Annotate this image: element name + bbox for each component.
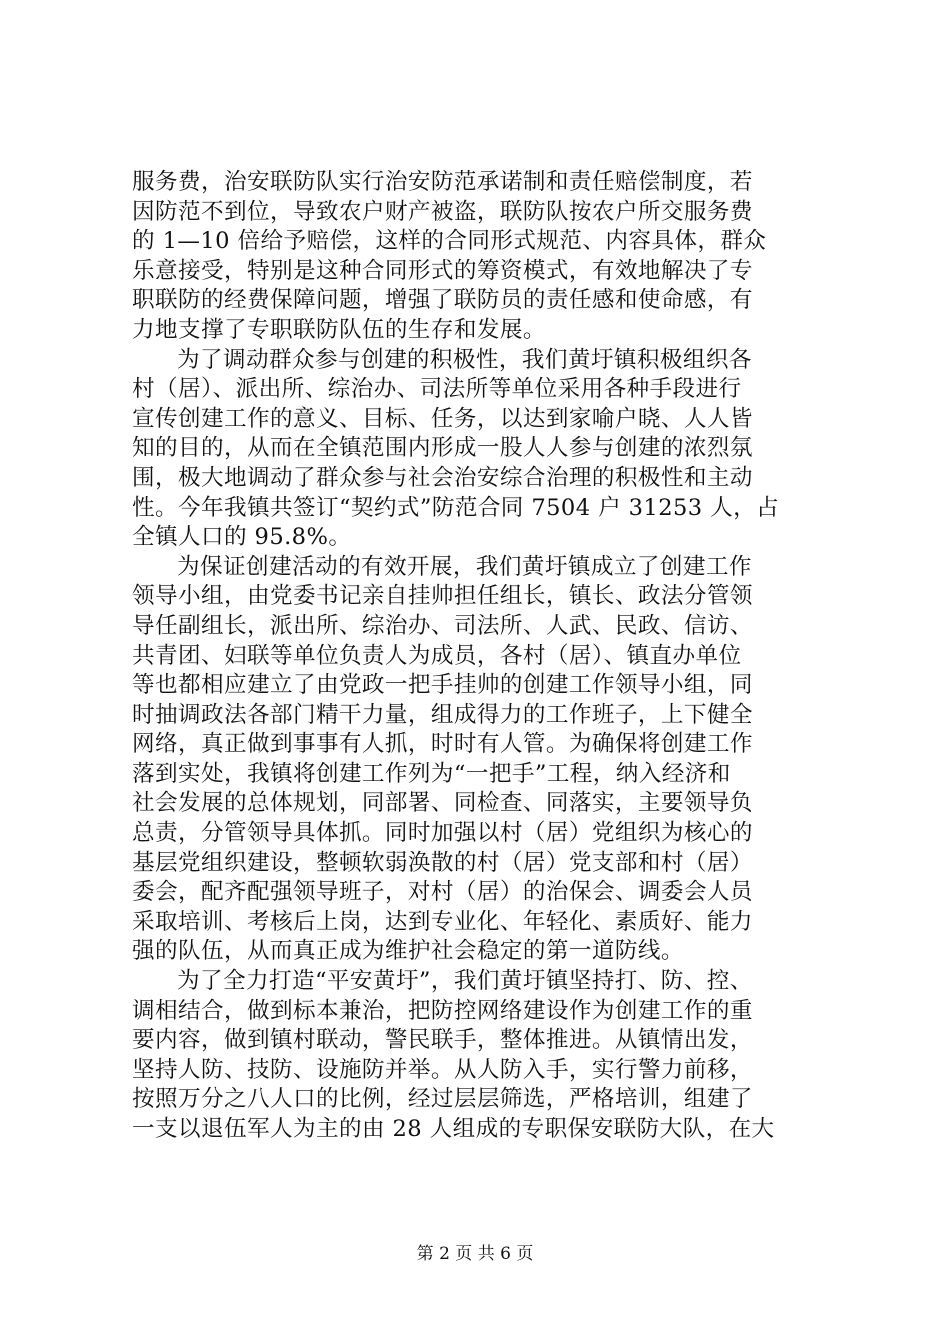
text-line: 职联防的经费保障问题，增强了联防员的责任感和使命感，有 [132, 287, 753, 314]
paragraph-first-line: 为了全力打造“平安黄圩”，我们黄圩镇坚持打、防、控、 [177, 968, 753, 995]
text-line: 调相结合，做到标本兼治，把防控网络建设作为创建工作的重 [132, 997, 753, 1024]
text-line: 强的队伍，从而真正成为维护社会稳定的第一道防线。 [132, 938, 684, 965]
text-line: 导任副组长，派出所、综治办、司法所、人武、民政、信访、 [132, 612, 753, 639]
text-line: 基层党组织建设，整顿软弱涣散的村（居）党支部和村（居） [132, 849, 753, 876]
text-line: 服务费，治安联防队实行治安防范承诺制和责任赔偿制度，若 [132, 169, 753, 195]
text-line: 总责，分管领导具体抓。同时加强以村（居）党组织为核心的 [132, 820, 753, 847]
text-line: 性。今年我镇共签订“契约式”防范合同 7504 户 31253 人，占 [132, 494, 780, 521]
text-line: 知的目的，从而在全镇范围内形成一股人人参与创建的浓烈氛 [132, 435, 753, 462]
text-line: 等也都相应建立了由党政一把手挂帅的创建工作领导小组，同 [132, 672, 753, 699]
text-line: 落到实处，我镇将创建工作列为“一把手”工程，纳入经济和 [132, 760, 731, 787]
text-line: 村（居）、派出所、综治办、司法所等单位采用各种手段进行 [132, 376, 742, 403]
text-line: 围，极大地调动了群众参与社会治安综合治理的积极性和主动 [132, 464, 753, 491]
text-line: 领导小组，由党委书记亲自挂帅担任组长，镇长、政法分管领 [132, 583, 753, 610]
text-line: 社会发展的总体规划，同部署、同检查、同落实，主要领导负 [132, 790, 753, 817]
text-line: 时抽调政法各部门精干力量，组成得力的工作班子，上下健全 [132, 701, 753, 728]
text-line: 因防范不到位，导致农户财产被盗，联防队按农户所交服务费 [132, 198, 753, 225]
body-text [132, 168, 832, 1145]
text-line: 乐意接受，特别是这种合同形式的筹资模式，有效地解决了专 [132, 257, 753, 284]
text-line: 一支以退伍军人为主的由 28 人组成的专职保安联防大队，在大 [132, 1116, 775, 1142]
text-line: 坚持人防、技防、设施防并举。从人防入手，实行警力前移， [132, 1056, 753, 1083]
text-line: 力地支撑了专职联防队伍的生存和发展。 [132, 316, 546, 343]
text-line: 网络，真正做到事事有人抓，时时有人管。为确保将创建工作 [132, 731, 753, 758]
text-line: 委会，配齐配强领导班子，对村（居）的治保会、调委会人员 [132, 879, 753, 906]
paragraph-first-line: 为保证创建活动的有效开展，我们黄圩镇成立了创建工作 [177, 553, 752, 580]
page-footer: 第 2 页 共 6 页 [416, 1244, 534, 1264]
text-line: 要内容，做到镇村联动，警民联手，整体推进。从镇情出发， [132, 1027, 753, 1054]
text-line: 采取培训、考核后上岗，达到专业化、年轻化、素质好、能力 [132, 908, 753, 935]
text-line: 全镇人口的 95.8%。 [132, 524, 352, 551]
text-line: 的 1—10 倍给予赔偿，这样的合同形式规范、内容具体，群众 [132, 228, 767, 255]
text-line: 共青团、妇联等单位负责人为成员，各村（居）、镇直办单位 [132, 642, 742, 669]
paragraph-first-line: 为了调动群众参与创建的积极性，我们黄圩镇积极组织各 [177, 346, 752, 373]
text-line: 宣传创建工作的意义、目标、任务，以达到家喻户晓、人人皆 [132, 405, 753, 432]
text-line: 按照万分之八人口的比例，经过层层筛选，严格培训，组建了 [132, 1086, 753, 1113]
